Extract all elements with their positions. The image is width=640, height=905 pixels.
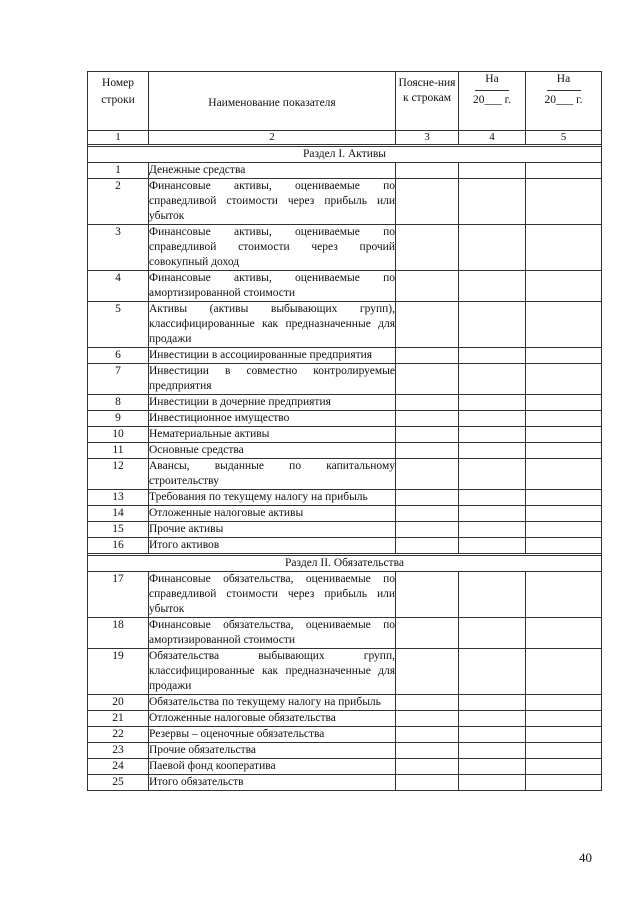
table-row [88, 711, 602, 727]
explanation-cell[interactable] [396, 759, 459, 775]
explanation-cell[interactable] [396, 163, 459, 179]
table-row [88, 179, 602, 225]
indicator-name: Авансы, выданные по капитальному строительству [149, 459, 396, 490]
value-date-1-cell[interactable] [459, 364, 526, 395]
table-row [88, 443, 602, 459]
value-date-1-cell[interactable] [459, 348, 526, 364]
indicator-name: Активы (активы выбывающих групп), классифицированные как предназначенные для продажи [149, 302, 396, 348]
indicator-name: Инвестиционное имущество [149, 411, 396, 427]
section-title: Раздел II. Обязательства [88, 556, 602, 572]
indicator-name: Прочие активы [149, 522, 396, 538]
row-number: 18 [88, 618, 149, 649]
row-number: 21 [88, 711, 149, 727]
row-number: 8 [88, 395, 149, 411]
header-date-1-year: 20___ г. [473, 94, 511, 106]
explanation-cell[interactable] [396, 364, 459, 395]
explanation-cell[interactable] [396, 459, 459, 490]
value-date-2-cell[interactable] [526, 364, 602, 395]
explanation-cell[interactable] [396, 490, 459, 506]
value-date-2-cell[interactable] [526, 411, 602, 427]
balance-sheet-form-table [87, 71, 602, 791]
explanation-cell[interactable] [396, 443, 459, 459]
value-date-1-cell[interactable] [459, 572, 526, 618]
row-number: 6 [88, 348, 149, 364]
value-date-2-cell[interactable] [526, 538, 602, 554]
indicator-name: Инвестиции в ассоциированные предприятия [149, 348, 396, 364]
value-date-2-cell[interactable] [526, 427, 602, 443]
value-date-2-cell[interactable] [526, 225, 602, 271]
indicator-name: Основные средства [149, 443, 396, 459]
explanation-cell[interactable] [396, 522, 459, 538]
explanation-cell[interactable] [396, 743, 459, 759]
table-row [88, 395, 602, 411]
row-number: 14 [88, 506, 149, 522]
value-date-1-cell[interactable] [459, 775, 526, 791]
row-number: 25 [88, 775, 149, 791]
row-number: 9 [88, 411, 149, 427]
explanation-cell[interactable] [396, 302, 459, 348]
value-date-1-cell[interactable] [459, 443, 526, 459]
table-row [88, 695, 602, 711]
table-row [88, 727, 602, 743]
table-row [88, 743, 602, 759]
explanation-cell[interactable] [396, 427, 459, 443]
value-date-1-cell[interactable] [459, 618, 526, 649]
indicator-name: Финансовые обязательства, оцениваемые по справедливой стоимости через прибыль или убыток [149, 572, 396, 618]
explanation-cell[interactable] [396, 395, 459, 411]
explanation-cell[interactable] [396, 695, 459, 711]
value-date-1-cell[interactable] [459, 490, 526, 506]
row-number: 1 [88, 163, 149, 179]
table-row [88, 225, 602, 271]
header-date-1-label: На [485, 73, 499, 85]
value-date-2-cell[interactable] [526, 271, 602, 302]
indicator-name: Отложенные налоговые активы [149, 506, 396, 522]
explanation-cell[interactable] [396, 411, 459, 427]
indicator-name: Требования по текущему налогу на прибыль [149, 490, 396, 506]
indicator-name: Отложенные налоговые обязательства [149, 711, 396, 727]
indicator-name: Финансовые активы, оцениваемые по амортизированной стоимости [149, 271, 396, 302]
value-date-2-cell[interactable] [526, 649, 602, 695]
header-date-1 [459, 72, 526, 131]
value-date-1-cell[interactable] [459, 459, 526, 490]
column-number: 5 [526, 131, 602, 145]
row-number: 3 [88, 225, 149, 271]
indicator-name: Прочие обязательства [149, 743, 396, 759]
explanation-cell[interactable] [396, 711, 459, 727]
explanation-cell[interactable] [396, 225, 459, 271]
value-date-2-cell[interactable] [526, 727, 602, 743]
value-date-2-cell[interactable] [526, 522, 602, 538]
header-date-1-blank [475, 90, 509, 91]
row-number: 24 [88, 759, 149, 775]
section-title-row [88, 556, 602, 572]
value-date-1-cell[interactable] [459, 271, 526, 302]
row-number: 2 [88, 179, 149, 225]
table-row [88, 618, 602, 649]
explanation-cell[interactable] [396, 618, 459, 649]
value-date-1-cell[interactable] [459, 727, 526, 743]
value-date-2-cell[interactable] [526, 459, 602, 490]
value-date-1-cell[interactable] [459, 743, 526, 759]
indicator-name: Нематериальные активы [149, 427, 396, 443]
row-number: 22 [88, 727, 149, 743]
table-row [88, 302, 602, 348]
explanation-cell[interactable] [396, 179, 459, 225]
row-number: 23 [88, 743, 149, 759]
indicator-name: Инвестиции в дочерние предприятия [149, 395, 396, 411]
table-row [88, 427, 602, 443]
column-number: 3 [396, 131, 459, 145]
indicator-name: Обязательства по текущему налогу на прибыль [149, 695, 396, 711]
indicator-name: Итого активов [149, 538, 396, 554]
explanation-cell[interactable] [396, 727, 459, 743]
value-date-2-cell[interactable] [526, 759, 602, 775]
value-date-2-cell[interactable] [526, 711, 602, 727]
table-row [88, 348, 602, 364]
table-row [88, 271, 602, 302]
value-date-2-cell[interactable] [526, 302, 602, 348]
indicator-name: Резервы – оценочные обязательства [149, 727, 396, 743]
value-date-2-cell[interactable] [526, 506, 602, 522]
header-date-2-label: На [556, 73, 571, 85]
column-number: 1 [88, 131, 149, 145]
page-number: 40 [579, 850, 592, 865]
value-date-1-cell[interactable] [459, 179, 526, 225]
value-date-1-cell[interactable] [459, 395, 526, 411]
indicator-name: Финансовые активы, оцениваемые по справедливой стоимости через прочий совокупный доход [149, 225, 396, 271]
explanation-cell[interactable] [396, 271, 459, 302]
row-number: 20 [88, 695, 149, 711]
table-body [88, 145, 602, 791]
value-date-1-cell[interactable] [459, 225, 526, 271]
explanation-cell[interactable] [396, 649, 459, 695]
row-number: 17 [88, 572, 149, 618]
value-date-2-cell[interactable] [526, 490, 602, 506]
row-number: 12 [88, 459, 149, 490]
value-date-1-cell[interactable] [459, 759, 526, 775]
value-date-2-cell[interactable] [526, 179, 602, 225]
indicator-name: Инвестиции в совместно контролируемые предприятия [149, 364, 396, 395]
table-row [88, 506, 602, 522]
explanation-cell[interactable] [396, 506, 459, 522]
header-explanations: Поясне-ния к строкам [396, 72, 459, 131]
table-header-row [88, 72, 602, 131]
value-date-2-cell[interactable] [526, 618, 602, 649]
value-date-1-cell[interactable] [459, 649, 526, 695]
table-row [88, 649, 602, 695]
header-date-2-blank [547, 90, 581, 91]
header-indicator-name: Наименование показателя [149, 72, 396, 131]
value-date-2-cell[interactable] [526, 743, 602, 759]
explanation-cell[interactable] [396, 348, 459, 364]
value-date-2-cell[interactable] [526, 443, 602, 459]
row-number: 11 [88, 443, 149, 459]
value-date-1-cell[interactable] [459, 163, 526, 179]
value-date-2-cell[interactable] [526, 348, 602, 364]
value-date-2-cell[interactable] [526, 572, 602, 618]
row-number: 5 [88, 302, 149, 348]
table-row [88, 364, 602, 395]
section-title: Раздел I. Активы [88, 147, 602, 163]
column-number: 4 [459, 131, 526, 145]
indicator-name: Денежные средства [149, 163, 396, 179]
indicator-name: Итого обязательств [149, 775, 396, 791]
explanation-cell[interactable] [396, 775, 459, 791]
header-date-2-year: 20___ г. [544, 94, 583, 106]
value-date-1-cell[interactable] [459, 411, 526, 427]
header-date-2 [526, 72, 602, 131]
table-row [88, 572, 602, 618]
value-date-1-cell[interactable] [459, 711, 526, 727]
row-number: 7 [88, 364, 149, 395]
table-row [88, 522, 602, 538]
value-date-2-cell[interactable] [526, 395, 602, 411]
row-number: 15 [88, 522, 149, 538]
value-date-1-cell[interactable] [459, 302, 526, 348]
explanation-cell[interactable] [396, 572, 459, 618]
value-date-2-cell[interactable] [526, 163, 602, 179]
table-row [88, 490, 602, 506]
row-number: 16 [88, 538, 149, 554]
section-title-row [88, 147, 602, 163]
value-date-1-cell[interactable] [459, 695, 526, 711]
row-number: 13 [88, 490, 149, 506]
header-row-number: Номер строки [88, 72, 149, 131]
indicator-name: Обязательства выбывающих групп, классифицированные как предназначенные для продажи [149, 649, 396, 695]
value-date-1-cell[interactable] [459, 538, 526, 554]
table-row [88, 459, 602, 490]
table-row [88, 411, 602, 427]
column-numbers-row [88, 131, 602, 145]
table-row [88, 538, 602, 554]
table-row [88, 163, 602, 179]
value-date-1-cell[interactable] [459, 506, 526, 522]
value-date-2-cell[interactable] [526, 775, 602, 791]
indicator-name: Финансовые активы, оцениваемые по справедливой стоимости через прибыль или убыток [149, 179, 396, 225]
indicator-name: Финансовые обязательства, оцениваемые по амортизированной стоимости [149, 618, 396, 649]
value-date-1-cell[interactable] [459, 427, 526, 443]
row-number: 4 [88, 271, 149, 302]
indicator-name: Паевой фонд кооператива [149, 759, 396, 775]
row-number: 19 [88, 649, 149, 695]
table-row [88, 775, 602, 791]
row-number: 10 [88, 427, 149, 443]
column-number: 2 [149, 131, 396, 145]
value-date-1-cell[interactable] [459, 522, 526, 538]
value-date-2-cell[interactable] [526, 695, 602, 711]
explanation-cell[interactable] [396, 538, 459, 554]
table-row [88, 759, 602, 775]
